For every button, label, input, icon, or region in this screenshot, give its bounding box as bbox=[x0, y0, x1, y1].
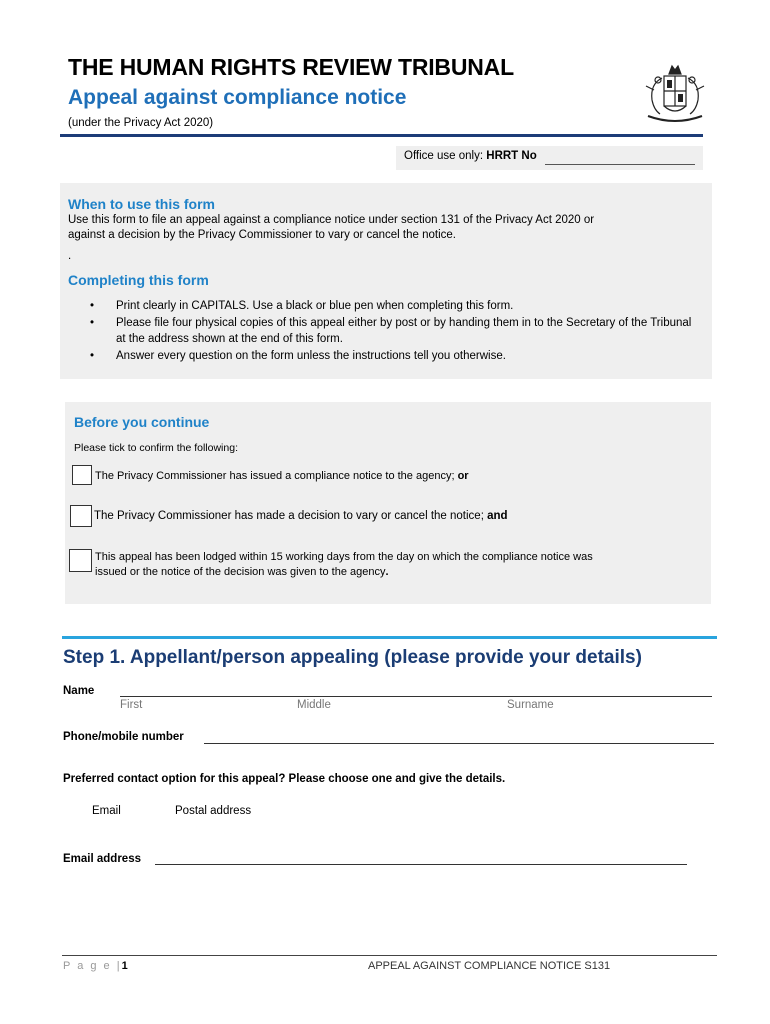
office-use-label: Office use only: HRRT No bbox=[404, 150, 537, 162]
phone-label: Phone/mobile number bbox=[63, 731, 184, 743]
tick-instruction: Please tick to confirm the following: bbox=[74, 442, 238, 454]
email-label: Email address bbox=[63, 853, 141, 865]
footer-divider bbox=[62, 955, 717, 956]
confirm-notice-issued-checkbox[interactable] bbox=[72, 465, 92, 485]
list-item: • Answer every question on the form unless the instructions tell you otherwise. bbox=[88, 348, 703, 365]
page-number: 1 bbox=[121, 960, 128, 972]
act-reference: (under the Privacy Act 2020) bbox=[68, 117, 214, 129]
hrrt-number-label: HRRT No bbox=[486, 150, 537, 162]
header-divider bbox=[60, 134, 703, 137]
name-label: Name bbox=[63, 685, 95, 697]
when-line-2: against a decision by the Privacy Commissioner to vary or cancel the notice. bbox=[68, 229, 456, 241]
phone-field[interactable] bbox=[204, 743, 714, 744]
completing-bullet-list bbox=[88, 298, 703, 364]
name-surname-hint: Surname bbox=[507, 699, 554, 711]
list-item: • Please file four physical copies of this appeal either by post or by handing them in to the Secretary of the Tribunal at the address shown at the end of this form. bbox=[88, 315, 703, 348]
email-field[interactable] bbox=[155, 864, 687, 865]
step-divider bbox=[62, 636, 717, 639]
contact-question: Preferred contact option for this appeal? Please choose one and give the details. bbox=[63, 773, 506, 785]
confirm-decision-varied-label: The Privacy Commissioner has made a decision to vary or cancel the notice; and bbox=[94, 510, 508, 522]
step-1-title: Step 1. Appellant/person appealing (please provide your details) bbox=[63, 647, 642, 668]
spacer-dot: . bbox=[68, 250, 72, 262]
form-subtitle: Appeal against compliance notice bbox=[68, 86, 407, 109]
confirm-lodged-in-time-checkbox[interactable] bbox=[69, 549, 92, 572]
contact-option-postal[interactable]: Postal address bbox=[175, 805, 252, 817]
completing-heading: Completing this form bbox=[68, 272, 209, 288]
name-field[interactable] bbox=[120, 696, 712, 697]
hrrt-number-field[interactable] bbox=[545, 164, 695, 165]
confirm-lodged-in-time-label: This appeal has been lodged within 15 working days from the day on which the compliance notice was issued or the notice of the decision was given to the agency. bbox=[95, 551, 593, 578]
contact-option-email[interactable]: Email bbox=[92, 805, 121, 817]
form-title: THE HUMAN RIGHTS REVIEW TRIBUNAL bbox=[68, 54, 514, 80]
document-name: APPEAL AGAINST COMPLIANCE NOTICE S131 bbox=[368, 960, 611, 972]
list-item: • Print clearly in CAPITALS. Use a black or blue pen when completing this form. bbox=[88, 298, 703, 315]
confirm-notice-issued-label: The Privacy Commissioner has issued a compliance notice to the agency; or bbox=[95, 470, 469, 482]
nz-coat-of-arms-icon bbox=[636, 60, 714, 130]
when-line-1: Use this form to file an appeal against a compliance notice under section 131 of the Privacy Act 2020 or bbox=[68, 214, 595, 226]
before-heading: Before you continue bbox=[74, 414, 210, 430]
name-middle-hint: Middle bbox=[297, 699, 331, 711]
confirm-decision-varied-checkbox[interactable] bbox=[70, 505, 92, 527]
name-first-hint: First bbox=[120, 699, 143, 711]
when-heading: When to use this form bbox=[68, 196, 215, 212]
page-indicator: P a g e |1 bbox=[63, 960, 128, 972]
